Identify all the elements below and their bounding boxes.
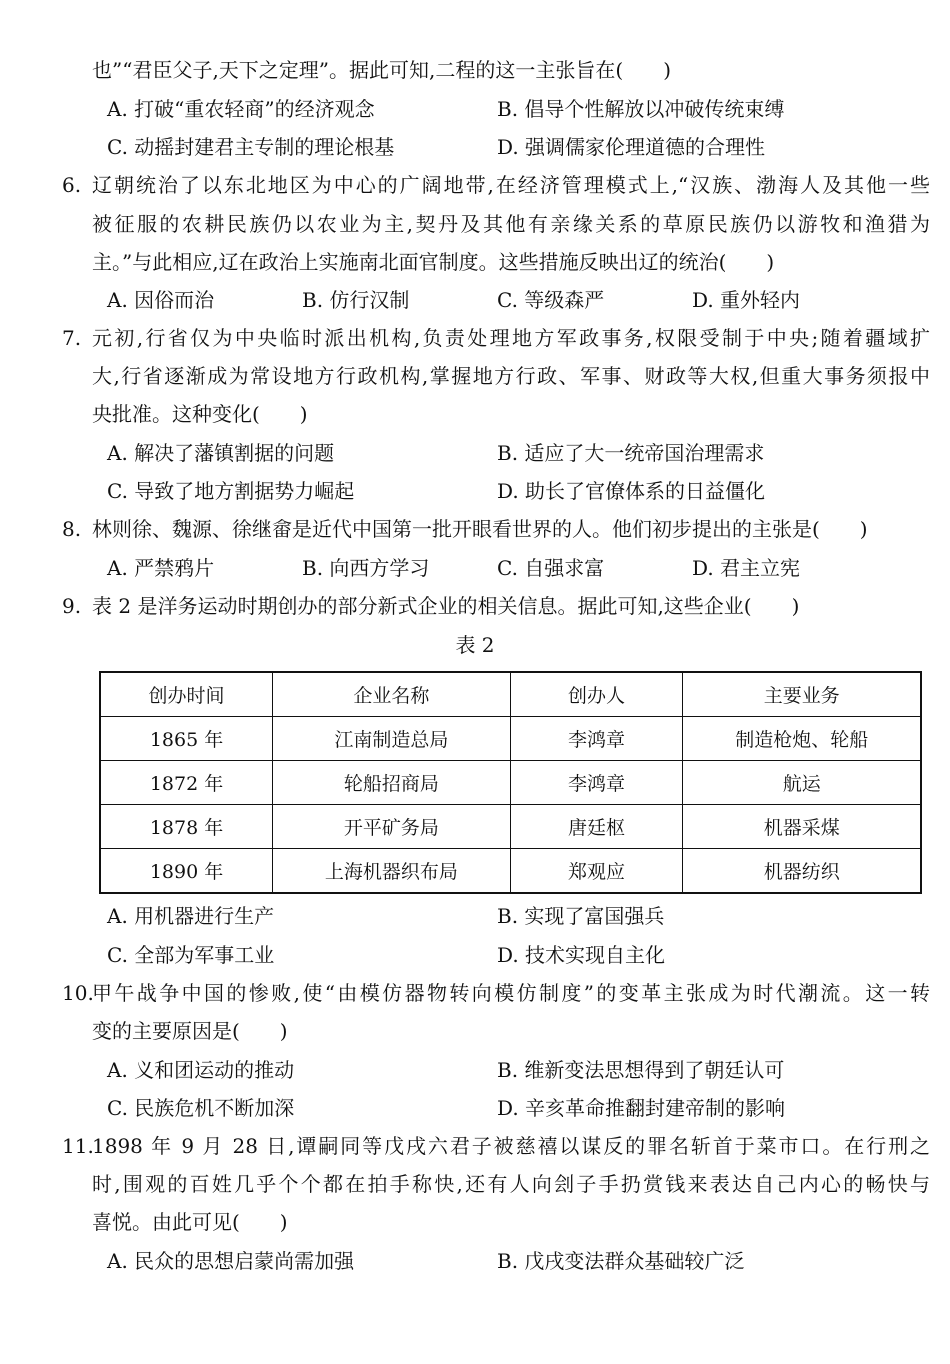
q5-option-b[interactable]: B. 倡导个性解放以冲破传统束缚 [497, 97, 785, 121]
q8-option-a[interactable]: A. 严禁鸦片 [107, 556, 215, 580]
q10-option-b[interactable]: B. 维新变法思想得到了朝廷认可 [497, 1058, 785, 1082]
q6-option-b[interactable]: B. 仿行汉制 [302, 288, 410, 312]
q9-option-c[interactable]: C. 全部为军事工业 [107, 943, 275, 967]
q6-number: 6. [62, 173, 82, 197]
q11-stem-line-1: 1898 年 9 月 28 日,谭嗣同等戊戌六君子被慈禧以谋反的罪名斩首于菜市口。在行刑之 [92, 1134, 930, 1158]
q8-option-c[interactable]: C. 自强求富 [497, 556, 605, 580]
q6-option-a[interactable]: A. 因俗而治 [107, 288, 215, 312]
q6-option-c[interactable]: C. 等级森严 [497, 288, 605, 312]
table-row [100, 849, 921, 894]
table-cell: 唐廷枢 [510, 805, 683, 849]
table-row [100, 805, 921, 849]
table-cell: 航运 [683, 761, 921, 805]
q8-stem-line: 林则徐、魏源、徐继畲是近代中国第一批开眼看世界的人。他们初步提出的主张是( ) [92, 517, 868, 541]
table-cell: 郑观应 [510, 849, 683, 894]
table-cell: 李鸿章 [510, 717, 683, 761]
q6-stem-line-1: 辽朝统治了以东北地区为中心的广阔地带,在经济管理模式上,“汉族、渤海人及其他一些 [92, 173, 930, 197]
table-cell: 机器采煤 [683, 805, 921, 849]
q6-stem-line-2: 被征服的农耕民族仍以农业为主,契丹及其他有亲缘关系的草原民族仍以游牧和渔猎为 [92, 212, 930, 236]
q7-option-b[interactable]: B. 适应了大一统帝国治理需求 [497, 441, 765, 465]
table-row [100, 717, 921, 761]
table-cell: 1878 年 [100, 805, 273, 849]
table-cell: 1872 年 [100, 761, 273, 805]
q11-option-b[interactable]: B. 戊戌变法群众基础较广泛 [497, 1249, 745, 1273]
q8-option-b[interactable]: B. 向西方学习 [302, 556, 430, 580]
q10-stem-line-2: 变的主要原因是( ) [92, 1019, 288, 1043]
table-header-cell: 企业名称 [273, 672, 510, 717]
q11-stem-line-3: 喜悦。由此可见( ) [92, 1210, 288, 1234]
table-cell: 轮船招商局 [273, 761, 510, 805]
q10-option-c[interactable]: C. 民族危机不断加深 [107, 1096, 295, 1120]
q11-stem-line-2: 时,围观的百姓几乎个个都在拍手称快,还有人向刽子手扔赏钱来表达自己内心的畅快与 [92, 1172, 930, 1196]
q5-option-d[interactable]: D. 强调儒家伦理道德的合理性 [497, 135, 766, 159]
table-header-row [100, 672, 921, 717]
q7-stem-line-3: 央批准。这种变化( ) [92, 402, 308, 426]
q11-option-a[interactable]: A. 民众的思想启蒙尚需加强 [107, 1249, 355, 1273]
q9-stem-line: 表 2 是洋务运动时期创办的部分新式企业的相关信息。据此可知,这些企业( ) [92, 594, 800, 618]
q9-option-d[interactable]: D. 技术实现自主化 [497, 943, 666, 967]
q10-number: 10. [62, 981, 94, 1005]
q10-option-d[interactable]: D. 辛亥革命推翻封建帝制的影响 [497, 1096, 786, 1120]
table-caption: 表 2 [455, 633, 495, 657]
q7-stem-line-2: 大,行省逐渐成为常设地方行政机构,掌握地方行政、军事、财政等大权,但重大事务须报中 [92, 364, 930, 388]
table-header-cell: 创办人 [510, 672, 683, 717]
q9-option-a[interactable]: A. 用机器进行生产 [107, 904, 275, 928]
q7-option-a[interactable]: A. 解决了藩镇割据的问题 [107, 441, 335, 465]
q10-stem-line-1: 甲午战争中国的惨败,使“由模仿器物转向模仿制度”的变革主张成为时代潮流。这一转 [92, 981, 930, 1005]
table-header-cell: 创办时间 [100, 672, 273, 717]
table-cell: 开平矿务局 [273, 805, 510, 849]
enterprise-table [99, 671, 922, 894]
q9-number: 9. [62, 594, 82, 618]
table-cell: 1890 年 [100, 849, 273, 894]
q6-option-d[interactable]: D. 重外轻内 [692, 288, 801, 312]
q7-option-c[interactable]: C. 导致了地方割据势力崛起 [107, 479, 355, 503]
q8-option-d[interactable]: D. 君主立宪 [692, 556, 801, 580]
q5-option-a[interactable]: A. 打破“重农轻商”的经济观念 [107, 97, 375, 121]
q7-number: 7. [62, 326, 82, 350]
q11-number: 11. [62, 1134, 94, 1158]
q7-stem-line-1: 元初,行省仅为中央临时派出机构,负责处理地方军政事务,权限受制于中央;随着疆域扩 [92, 326, 930, 350]
q8-number: 8. [62, 517, 82, 541]
table-cell: 制造枪炮、轮船 [683, 717, 921, 761]
q5-option-c[interactable]: C. 动摇封建君主专制的理论根基 [107, 135, 395, 159]
table-header-cell: 主要业务 [683, 672, 921, 717]
table-cell: 1865 年 [100, 717, 273, 761]
q9-option-b[interactable]: B. 实现了富国强兵 [497, 904, 665, 928]
q7-option-d[interactable]: D. 助长了官僚体系的日益僵化 [497, 479, 766, 503]
table-cell: 李鸿章 [510, 761, 683, 805]
table-cell: 机器纺织 [683, 849, 921, 894]
table-cell: 江南制造总局 [273, 717, 510, 761]
table-cell: 上海机器织布局 [273, 849, 510, 894]
q5-stem-line: 也”“君臣父子,天下之定理”。据此可知,二程的这一主张旨在( ) [92, 58, 671, 82]
q10-option-a[interactable]: A. 义和团运动的推动 [107, 1058, 295, 1082]
q6-stem-line-3: 主。”与此相应,辽在政治上实施南北面官制度。这些措施反映出辽的统治( ) [92, 250, 775, 274]
table-row [100, 761, 921, 805]
